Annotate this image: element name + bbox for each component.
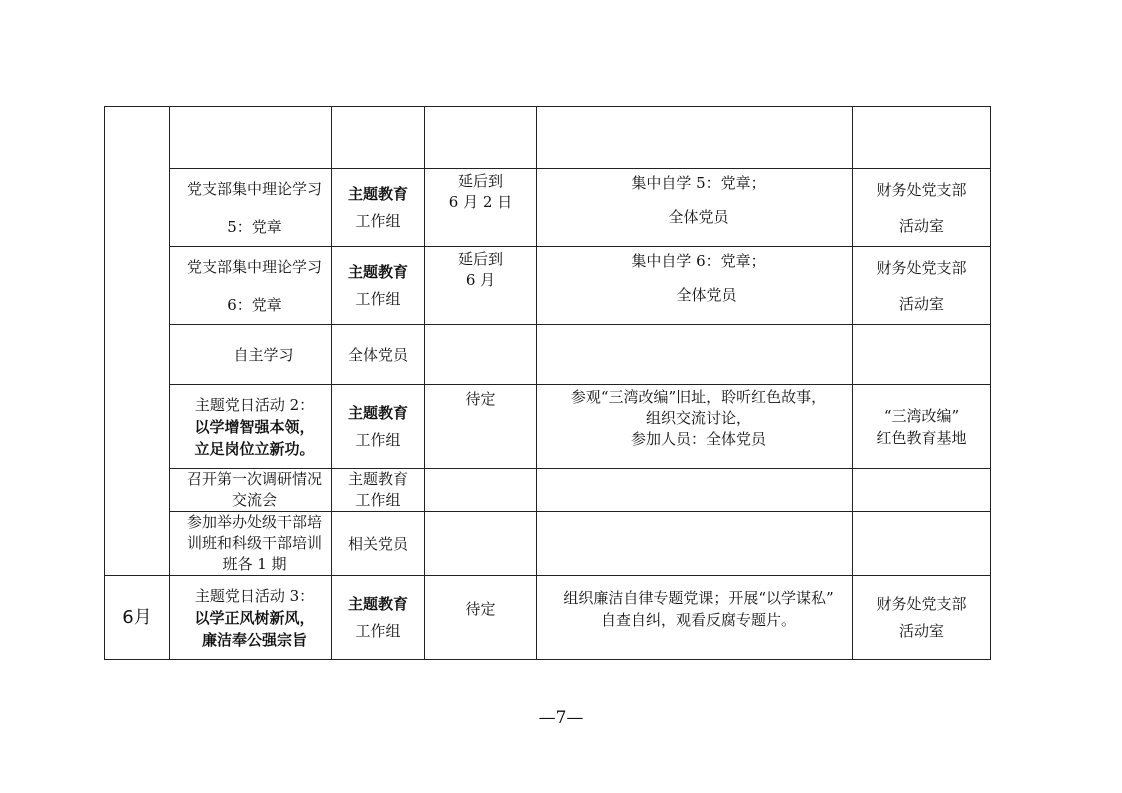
place-line: 活动室 bbox=[898, 216, 944, 235]
task-line: 党支部集中理论学习 bbox=[186, 179, 322, 198]
month-label: 6月 bbox=[122, 606, 152, 628]
content-cell bbox=[537, 169, 853, 247]
content-cell bbox=[537, 512, 853, 576]
place-line: 活动室 bbox=[898, 294, 944, 313]
task-cell bbox=[170, 325, 332, 385]
owner-line: 全体党员 bbox=[347, 345, 408, 364]
owner-line: 主题教育 bbox=[347, 403, 408, 422]
owner-cell bbox=[332, 469, 425, 512]
time-line: 延后到 bbox=[457, 250, 503, 268]
place-line: 财务处党支部 bbox=[876, 258, 967, 277]
time-line: 6 月 2 日 bbox=[448, 193, 513, 211]
content-line: 参观“三湾改编”旧址，聆听红色故事， bbox=[570, 388, 827, 406]
content-cell bbox=[537, 385, 853, 469]
table-row bbox=[105, 169, 991, 247]
content-line: 自查自纠，观看反腐专题片。 bbox=[600, 610, 796, 629]
time-cell bbox=[425, 325, 537, 385]
task-cell bbox=[170, 512, 332, 576]
task-cell bbox=[170, 576, 332, 660]
content-line: 全体党员 bbox=[676, 286, 737, 304]
page-number: —7— bbox=[538, 708, 584, 728]
task-cell bbox=[170, 107, 332, 169]
content-line: 参加人员：全体党员 bbox=[630, 430, 766, 448]
task-line: 交流会 bbox=[231, 491, 277, 509]
task-cell bbox=[170, 469, 332, 512]
task-line: 立足岗位立新功。 bbox=[194, 439, 315, 458]
table-row bbox=[105, 385, 991, 469]
place-line: 财务处党支部 bbox=[876, 180, 967, 199]
task-line: 训班和科级干部培训 bbox=[186, 534, 322, 552]
activity-schedule-table bbox=[104, 106, 991, 660]
place-cell bbox=[853, 169, 991, 247]
table-row bbox=[105, 107, 991, 169]
owner-line: 相关党员 bbox=[347, 534, 408, 553]
owner-cell bbox=[332, 169, 425, 247]
content-cell bbox=[537, 576, 853, 660]
content-line: 组织交流讨论， bbox=[645, 409, 751, 427]
place-cell bbox=[853, 247, 991, 325]
owner-cell bbox=[332, 512, 425, 576]
content-cell bbox=[537, 107, 853, 169]
place-cell bbox=[853, 576, 991, 660]
place-cell bbox=[853, 107, 991, 169]
content-line: 全体党员 bbox=[668, 208, 729, 226]
table-row bbox=[105, 247, 991, 325]
owner-line: 主题教育 bbox=[347, 184, 408, 203]
owner-cell bbox=[332, 107, 425, 169]
task-line: 5：党章 bbox=[227, 217, 282, 236]
task-line: 主题党日活动 2： bbox=[194, 395, 315, 414]
time-cell bbox=[425, 107, 537, 169]
month-cell-empty bbox=[105, 107, 170, 576]
task-line: 召开第一次调研情况 bbox=[186, 470, 322, 488]
task-line: 以学正风树新风， bbox=[194, 608, 315, 627]
table-row bbox=[105, 512, 991, 576]
content-cell bbox=[537, 325, 853, 385]
content-cell bbox=[537, 247, 853, 325]
place-cell bbox=[853, 385, 991, 469]
owner-line: 工作组 bbox=[355, 491, 401, 509]
task-line: 自主学习 bbox=[233, 345, 294, 364]
time-cell bbox=[425, 247, 537, 325]
task-line: 班各 1 期 bbox=[222, 555, 287, 573]
place-line: 活动室 bbox=[898, 621, 944, 640]
place-line: 红色教育基地 bbox=[876, 428, 967, 447]
time-line: 延后到 bbox=[457, 172, 503, 190]
owner-line: 工作组 bbox=[355, 211, 401, 230]
place-line: 财务处党支部 bbox=[876, 594, 967, 613]
owner-line: 工作组 bbox=[355, 621, 401, 640]
place-cell bbox=[853, 512, 991, 576]
time-cell bbox=[425, 576, 537, 660]
time-line: 6 月 bbox=[465, 271, 496, 289]
month-cell bbox=[105, 576, 170, 660]
task-cell bbox=[170, 169, 332, 247]
task-line: 党支部集中理论学习 bbox=[186, 257, 322, 276]
task-line: 6：党章 bbox=[227, 295, 282, 314]
time-cell bbox=[425, 385, 537, 469]
owner-line: 主题教育 bbox=[347, 262, 408, 281]
task-line: 廉洁奉公强宗旨 bbox=[201, 630, 307, 649]
time-cell bbox=[425, 169, 537, 247]
content-cell bbox=[537, 469, 853, 512]
place-line: “三湾改编” bbox=[883, 406, 960, 425]
owner-line: 主题教育 bbox=[347, 594, 408, 613]
task-cell bbox=[170, 247, 332, 325]
time-cell bbox=[425, 512, 537, 576]
task-line: 以学增智强本领， bbox=[194, 417, 315, 436]
table-row bbox=[105, 469, 991, 512]
owner-cell bbox=[332, 247, 425, 325]
place-cell bbox=[853, 325, 991, 385]
content-line: 组织廉洁自律专题党课；开展“以学谋私” bbox=[563, 588, 834, 607]
owner-cell bbox=[332, 385, 425, 469]
time-cell bbox=[425, 469, 537, 512]
place-cell bbox=[853, 469, 991, 512]
task-cell bbox=[170, 385, 332, 469]
owner-line: 主题教育 bbox=[347, 470, 408, 488]
owner-line: 工作组 bbox=[355, 289, 401, 308]
owner-cell bbox=[332, 576, 425, 660]
content-line: 集中自学 6：党章； bbox=[631, 252, 766, 270]
owner-line: 工作组 bbox=[355, 430, 401, 449]
task-line: 参加举办处级干部培 bbox=[186, 513, 322, 531]
time-line: 待定 bbox=[465, 599, 496, 618]
owner-cell bbox=[332, 325, 425, 385]
task-line: 主题党日活动 3： bbox=[194, 586, 315, 605]
table-row bbox=[105, 576, 991, 660]
time-line: 待定 bbox=[465, 390, 496, 408]
content-line: 集中自学 5：党章； bbox=[631, 174, 766, 192]
table-row bbox=[105, 325, 991, 385]
